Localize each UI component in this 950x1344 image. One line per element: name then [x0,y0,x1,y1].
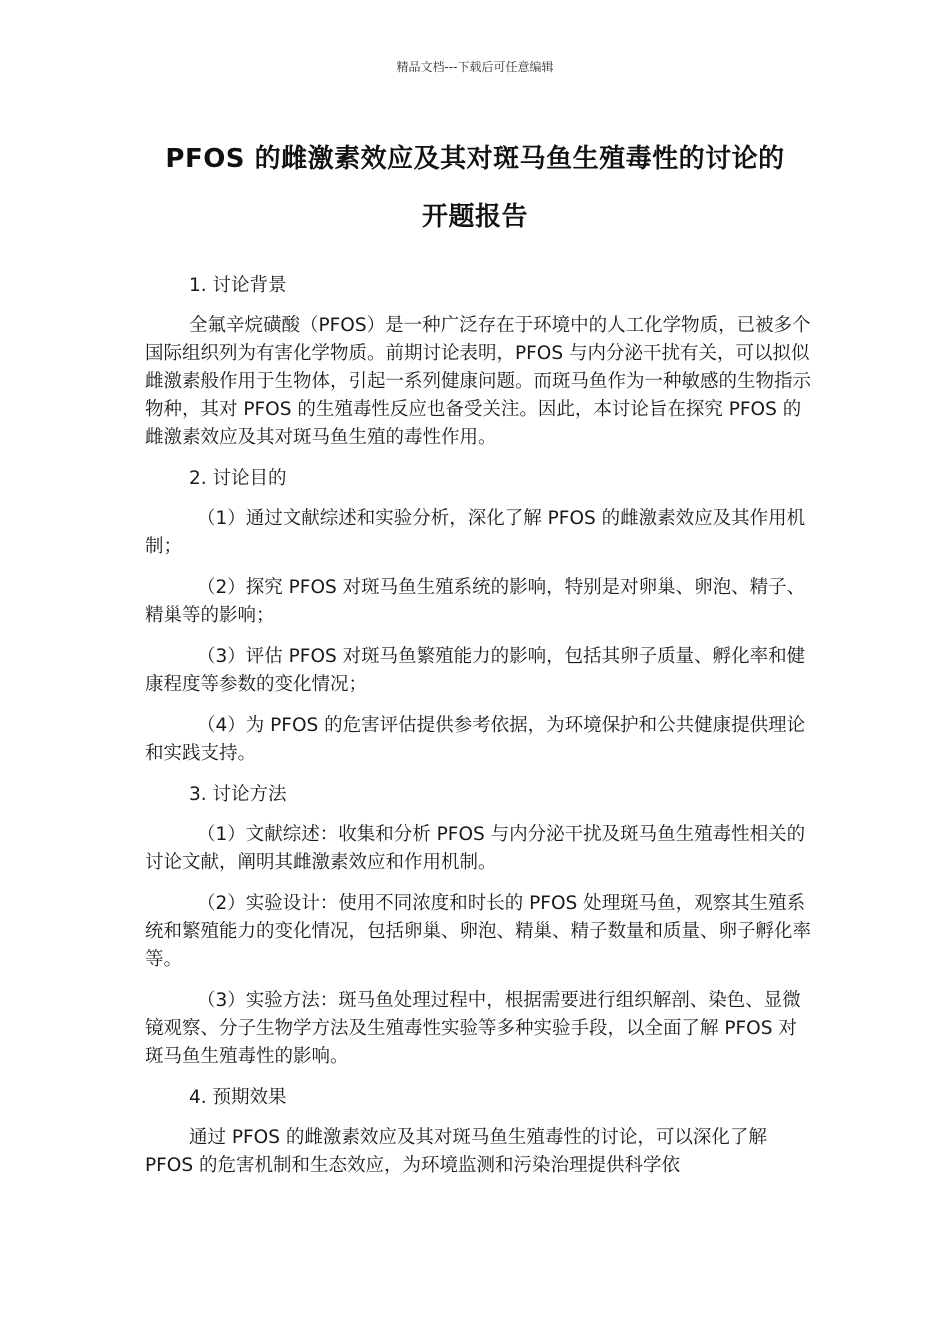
document-title-line-2: 开题报告 [421,202,528,232]
method-item-3: （3）实验方法：斑马鱼处理过程中，根据需要进行组织解剖、染色、显微镜观察、分子生物学方法及生殖毒性实验等多种实验手段，以全面了解 PFOS 对斑马鱼生殖毒性的影响。 [145,990,801,1067]
document-body [145,272,813,1193]
document-title-line-1: PFOS 的雌激素效应及其对斑马鱼生殖毒性的讨论的 [165,144,785,174]
method-item-1: （1）文献综述：收集和分析 PFOS 与内分泌干扰及斑马鱼生殖毒性相关的讨论文献，阐明其雌激素效应和作用机制。 [145,824,806,873]
objective-item-1: （1）通过文献综述和实验分析，深化了解 PFOS 的雌激素效应及其作用机制； [145,508,806,557]
objective-item-3: （3）评估 PFOS 对斑马鱼繁殖能力的影响，包括其卵子质量、孵化率和健康程度等参数的变化情况； [145,646,806,695]
section-heading-expected-results: 4. 预期效果 [189,1087,287,1108]
objective-item-4: （4）为 PFOS 的危害评估提供参考依据，为环境保护和公共健康提供理论和实践支持。 [145,715,806,764]
section-heading-objectives: 2. 讨论目的 [189,468,287,489]
paragraph-background: 全氟辛烷磺酸（PFOS）是一种广泛存在于环境中的人工化学物质，已被多个国际组织列为有害化学物质。前期讨论表明，PFOS 与内分泌干扰有关，可以拟似雌激素般作用于生物体，引起一系列健康问题。而斑马鱼作为一种敏感的生物指示物种，其对 PFOS 的生殖毒性反应也备受关注。因此，本讨论旨在探究 PFOS 的雌激素效应及其对斑马鱼生殖的毒性作用。 [145,315,812,448]
section-heading-background: 1. 讨论背景 [189,275,287,296]
section-heading-methods: 3. 讨论方法 [189,784,287,805]
paragraph-expected-results: 通过 PFOS 的雌激素效应及其对斑马鱼生殖毒性的讨论，可以深化了解 PFOS 的危害机制和生态效应，为环境监测和污染治理提供科学依 [145,1127,767,1176]
method-item-2: （2）实验设计：使用不同浓度和时长的 PFOS 处理斑马鱼，观察其生殖系统和繁殖能力的变化情况，包括卵巢、卵泡、精巢、精子数量和质量、卵子孵化率等。 [145,893,812,970]
objective-item-2: （2）探究 PFOS 对斑马鱼生殖系统的影响，特别是对卵巢、卵泡、精子、精巢等的影响； [145,577,806,626]
header-note: 精品文档---下载后可任意编辑 [396,60,554,74]
